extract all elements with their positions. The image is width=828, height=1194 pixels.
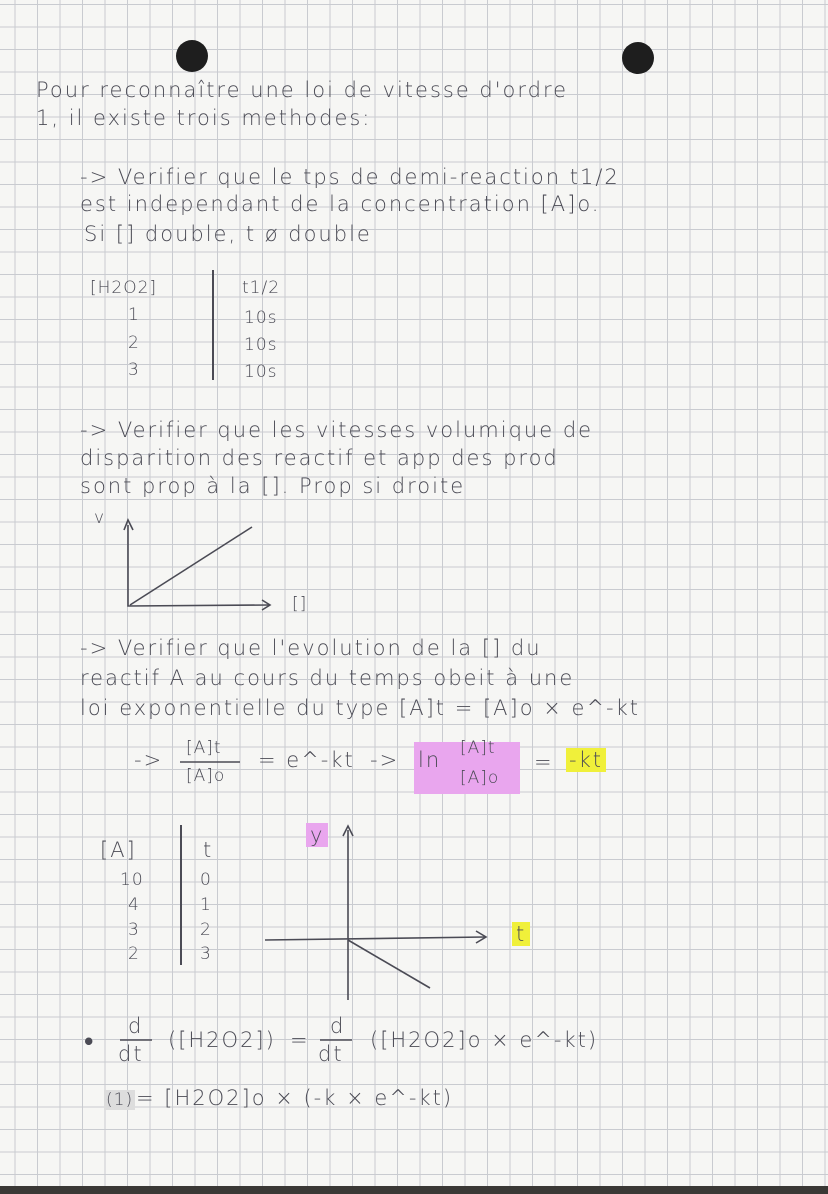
table-divider (180, 825, 182, 965)
method3-line-2: reactif A au cours du temps obeit à une (80, 666, 575, 690)
ln-label: ln (418, 748, 442, 772)
graph1-line (130, 527, 252, 605)
arrow: -> (134, 748, 164, 772)
table-cell: 2 (128, 944, 140, 964)
graph2-line (348, 940, 430, 988)
fraction-numerator: d (128, 1014, 144, 1038)
equals: = (534, 750, 554, 774)
table-cell: 4 (128, 895, 140, 915)
method3-line-1: -> Verifier que l'evolution de la [] du (80, 636, 542, 660)
graph1-y-label: v (94, 508, 106, 528)
method1-line-3: Si [] double, t ø double (84, 222, 372, 246)
table-cell: 3 (200, 944, 212, 964)
table-cell: 1 (128, 305, 140, 325)
graph1-x-label: [] (292, 594, 308, 614)
arrow: -> (370, 748, 400, 772)
bullet: • (82, 1030, 98, 1054)
table-header: t (203, 838, 214, 862)
table-cell: 3 (128, 360, 140, 380)
table-cell: 10s (244, 308, 278, 328)
fraction-denominator: dt (318, 1042, 344, 1066)
yellow-highlight-rhs: -kt (566, 748, 606, 772)
method1-line-1: -> Verifier que le tps de demi-reaction t1/2 (80, 165, 620, 189)
table-header: t1/2 (242, 278, 281, 298)
table-cell: 10s (244, 362, 278, 382)
method1-line-2: est independant de la concentration [A]o. (80, 192, 601, 216)
fraction-denominator: dt (118, 1042, 144, 1066)
table-cell: 1 (200, 895, 212, 915)
intro-line-1: Pour reconnaître une loi de vitesse d'ordre (36, 78, 569, 102)
equation-rhs: ([H2O2]o × e^-kt) (370, 1028, 599, 1052)
graph2-x-label: t (512, 922, 530, 946)
table-cell: 2 (200, 920, 212, 940)
intro-line-2: 1, il existe trois methodes: (36, 106, 372, 130)
graph1-axes (128, 525, 270, 606)
fraction-numerator: [A]t (186, 738, 222, 758)
graph2 (265, 826, 486, 1000)
table-cell: 10s (244, 335, 278, 355)
equals: = (290, 1028, 310, 1052)
table-header: [A] (100, 838, 137, 862)
graph1 (124, 520, 270, 610)
method3-line-3: loi exponentielle du type [A]t = [A]o × e^-kt (80, 696, 641, 720)
table-cell: 10 (120, 870, 144, 890)
fraction-numerator: d (330, 1014, 346, 1038)
table-cell: 3 (128, 920, 140, 940)
graph2-axes (265, 830, 485, 1000)
equation-part: = e^-kt (258, 748, 355, 772)
table-cell: 2 (128, 333, 140, 353)
equation-line-2: = [H2O2]o × (-k × e^-kt) (136, 1086, 454, 1110)
method2-line-3: sont prop à la []. Prop si droite (80, 474, 466, 498)
graph2-y-label: y (306, 823, 328, 847)
equation-label: (1) (106, 1090, 134, 1110)
table-cell: 0 (200, 870, 212, 890)
fraction-numerator: [A]t (460, 738, 496, 758)
fraction-denominator: [A]o (460, 768, 500, 788)
fraction-denominator: [A]o (186, 766, 226, 786)
equation-lhs: ([H2O2]) (168, 1028, 276, 1052)
method2-line-2: disparition des reactif et app des prod (80, 446, 559, 470)
table-header: [H2O2] (90, 278, 158, 298)
method2-line-1: -> Verifier que les vitesses volumique de (80, 418, 594, 442)
